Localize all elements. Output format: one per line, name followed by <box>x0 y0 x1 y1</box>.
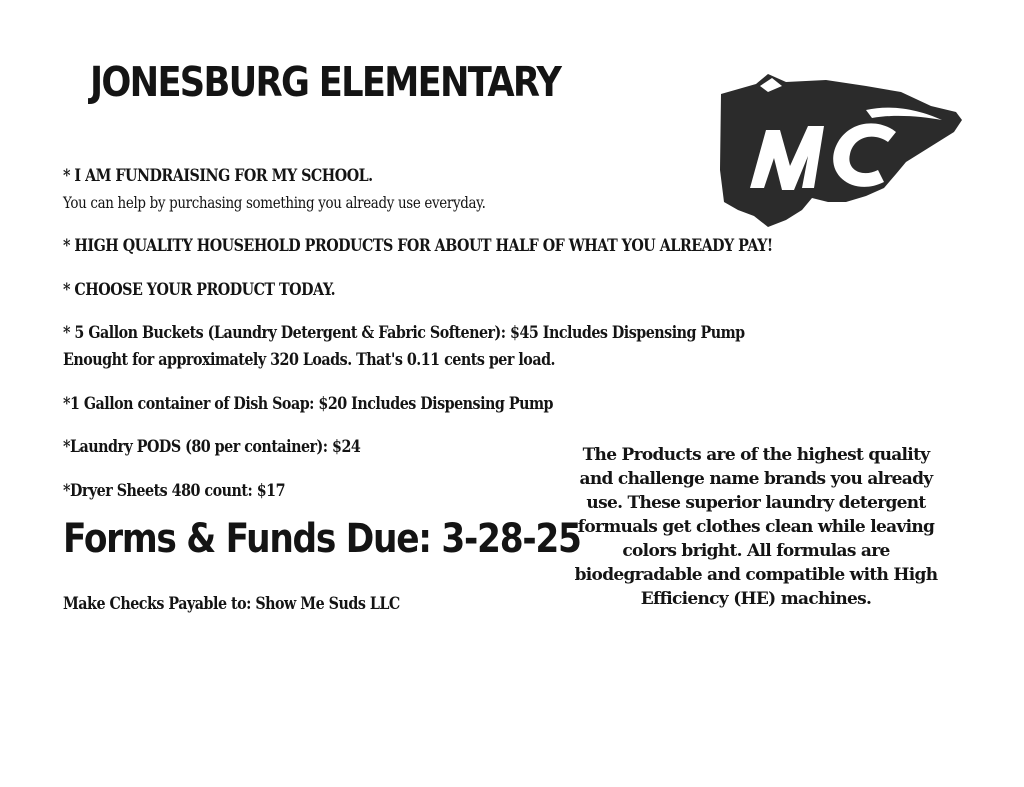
product-blurb: The Products are of the highest quality and challenge name brands you already use. These superior laundry detergent formuals get clothes clean while leaving colors bright. All formulas are biodegradable and compatible with High Efficiency (HE) machines. <box>574 445 938 609</box>
dish-soap-line: *1 Gallon container of Dish Soap: $20 Includes Dispensing Pump <box>63 394 554 414</box>
school-title: JONESBURG ELEMENTARY <box>90 58 561 106</box>
fundraising-line: * I AM FUNDRAISING FOR MY SCHOOL. <box>63 166 373 186</box>
checks-payable-line: Make Checks Payable to: Show Me Suds LLC <box>63 594 400 614</box>
choose-line: * CHOOSE YOUR PRODUCT TODAY. <box>63 280 336 300</box>
due-date-heading: Forms & Funds Due: 3-28-25 <box>63 516 581 562</box>
buckets-line: * 5 Gallon Buckets (Laundry Detergent & Fabric Softener): $45 Includes Dispensing Pump <box>63 323 745 343</box>
help-line: You can help by purchasing something you already use everyday. <box>63 193 486 212</box>
buckets-note-line: Enought for approximately 320 Loads. That's 0.11 cents per load. <box>63 350 556 370</box>
panther-head-logo-icon <box>716 70 966 230</box>
pods-line: *Laundry PODS (80 per container): $24 <box>63 437 361 457</box>
quality-line: * HIGH QUALITY HOUSEHOLD PRODUCTS FOR ABOUT HALF OF WHAT YOU ALREADY PAY! <box>63 236 773 256</box>
dryer-sheets-line: *Dryer Sheets 480 count: $17 <box>63 481 286 501</box>
